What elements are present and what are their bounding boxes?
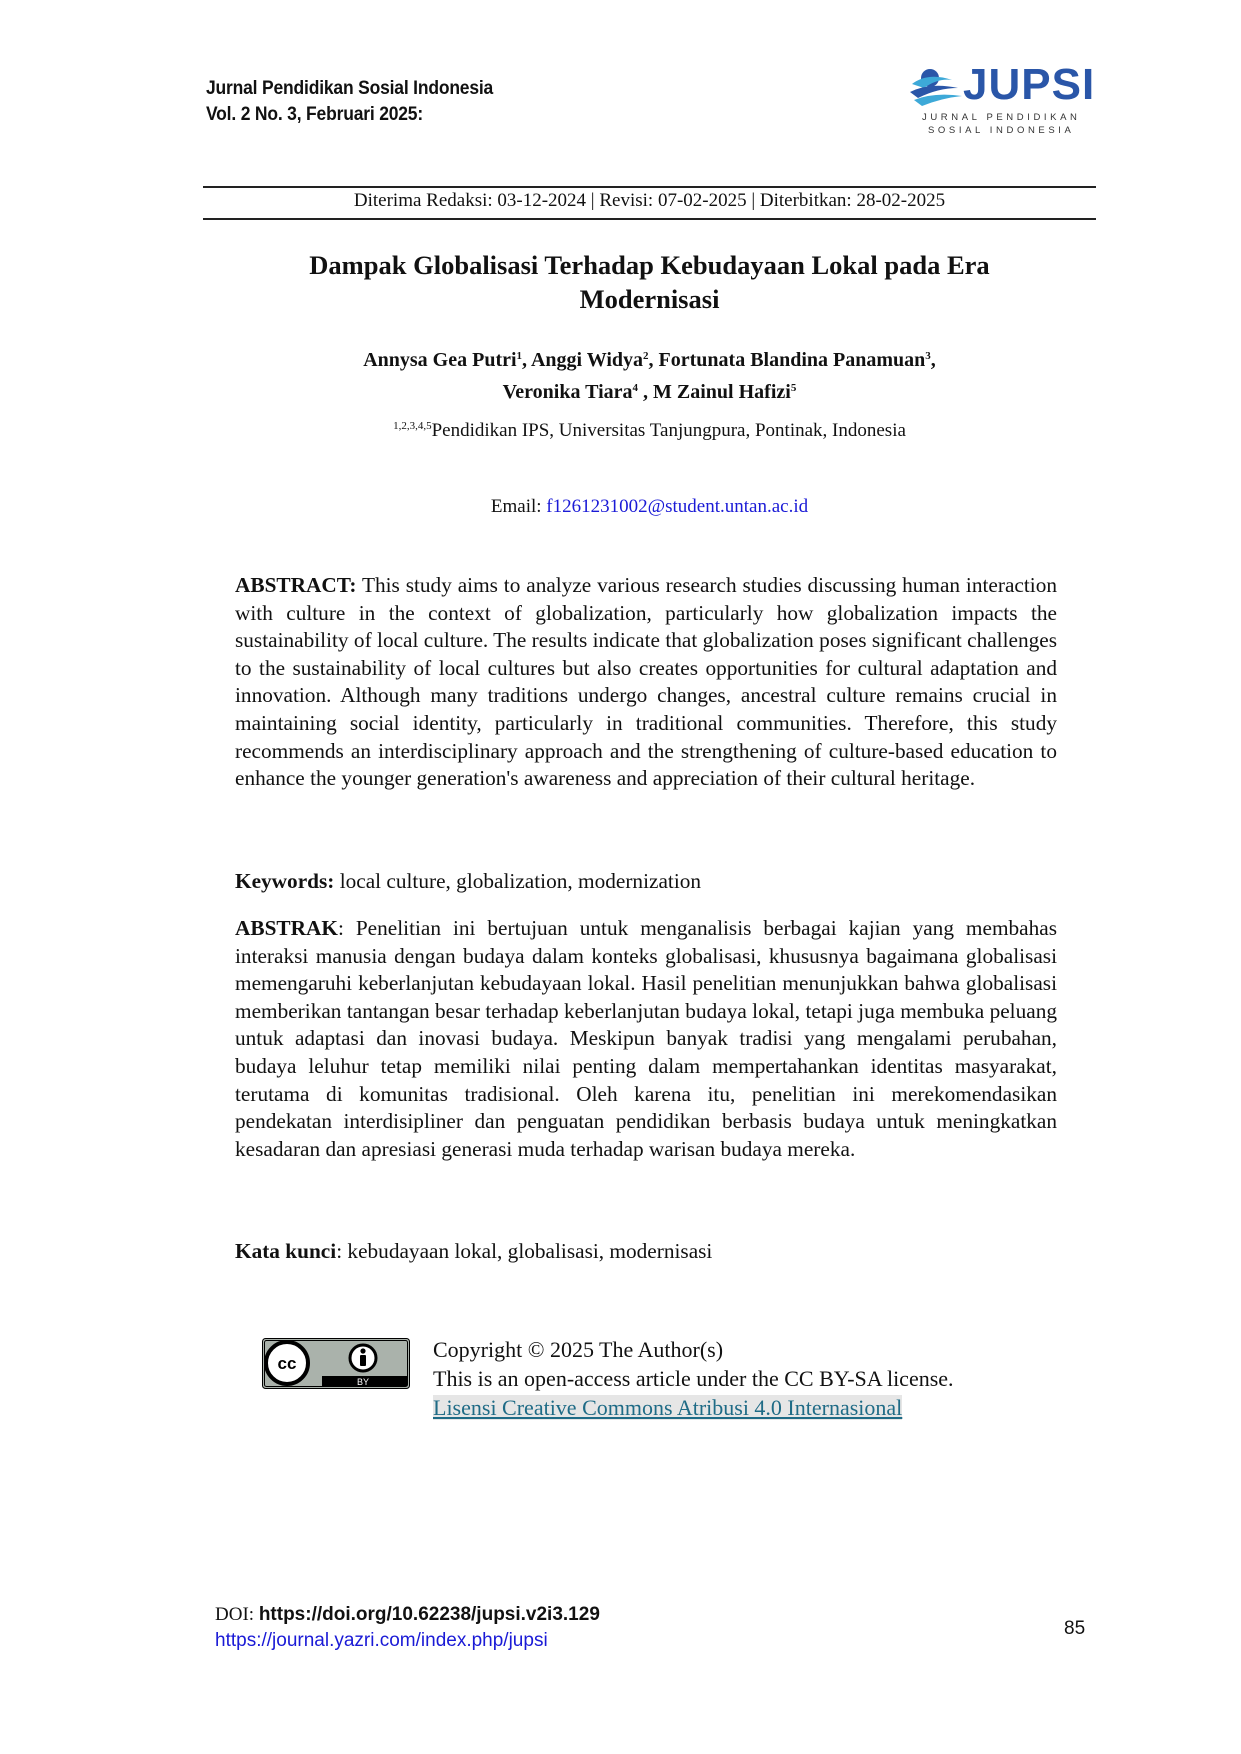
copyright-line: Copyright © 2025 The Author(s) bbox=[433, 1337, 724, 1362]
affiliation bbox=[203, 420, 1096, 442]
doi-label: DOI: bbox=[215, 1604, 259, 1625]
page-number: 85 bbox=[1064, 1618, 1086, 1639]
author-name: Annysa Gea Putri bbox=[363, 349, 517, 371]
article-title bbox=[203, 248, 1096, 316]
abstract-indonesian bbox=[235, 915, 1057, 1163]
author-sep: , bbox=[522, 349, 531, 371]
title-line-2: Modernisasi bbox=[579, 284, 720, 314]
license-text bbox=[433, 1335, 954, 1422]
abstract-english bbox=[235, 572, 1057, 793]
bottom-rule bbox=[203, 218, 1096, 220]
kata-kunci-label: Kata kunci bbox=[235, 1239, 337, 1263]
authors-line-1 bbox=[203, 342, 1096, 374]
logo-subtitle-2: SOSIAL INDONESIA bbox=[928, 125, 1075, 136]
journal-site-link[interactable]: https://journal.yazri.com/index.php/jupsi bbox=[215, 1630, 548, 1651]
email-line bbox=[203, 496, 1096, 518]
author-sup: 3 bbox=[925, 350, 931, 362]
author-sup: 5 bbox=[790, 382, 797, 394]
authors-line-2 bbox=[203, 374, 1096, 406]
license-statement: This is an open-access article under the CC BY-SA license. bbox=[433, 1366, 954, 1391]
journal-logo bbox=[908, 60, 1096, 144]
author-name: Anggi Widya bbox=[530, 349, 644, 371]
cc-badge-text: BY bbox=[356, 1377, 370, 1387]
keywords-label: Keywords: bbox=[235, 869, 335, 893]
license-link[interactable]: Lisensi Creative Commons Atribusi 4.0 Internasional bbox=[433, 1395, 903, 1420]
keywords-english bbox=[235, 868, 1057, 896]
author-sep: , bbox=[638, 381, 654, 403]
author-sep: , bbox=[930, 349, 936, 371]
submission-dates: Diterima Redaksi: 03-12-2024 | Revisi: 07-02-2025 | Diterbitkan: 28-02-2025 bbox=[353, 190, 946, 211]
affiliation-text: Pendidikan IPS, Universitas Tanjungpura, Pontinak, Indonesia bbox=[431, 420, 906, 441]
abstrak-text: : Penelitian ini bertujuan untuk menganalisis berbagai kajian yang membahas interaksi manusia dengan budaya dalam konteks globalisasi, khususnya bagaimana globalisasi memengaruhi keberlanjutan kebudayaan lokal. Hasil penelitian menunjukkan bahwa globalisasi memberikan tantangan besar terhadap keberlanjutan budaya lokal, tetapi juga membuka peluang untuk adaptasi dan inovasi budaya. Meskipun banyak tradisi yang mengalami perubahan, budaya leluhur tetap memiliki nilai penting dalam mempertahankan identitas masyarakat, terutama di komunitas tradisional. Oleh karena itu, penelitian ini merekomendasikan pendekatan interdisipliner dan penguatan pendidikan berbasis budaya untuk meningkatkan kesadaran dan apresiasi generasi muda terhadap warisan budaya mereka. bbox=[235, 916, 1057, 1161]
keywords-indonesian bbox=[235, 1238, 1057, 1266]
svg-text:cc: cc bbox=[277, 1354, 297, 1373]
author-list bbox=[203, 342, 1096, 406]
abstract-label: ABSTRACT: bbox=[235, 573, 357, 597]
waves-logo-icon bbox=[908, 66, 964, 110]
author-sup: 4 bbox=[632, 382, 639, 394]
doi-line bbox=[215, 1604, 600, 1626]
author-sup: 1 bbox=[516, 350, 523, 362]
doi-link[interactable]: https://doi.org/10.62238/jupsi.v2i3.129 bbox=[258, 1604, 600, 1625]
author-name: Veronika Tiara bbox=[502, 381, 633, 403]
keywords-text: local culture, globalization, modernization bbox=[334, 869, 702, 893]
author-name: M Zainul Hafizi bbox=[653, 381, 791, 403]
top-rule bbox=[203, 186, 1096, 188]
author-name: Fortunata Blandina Panamuan bbox=[658, 349, 926, 371]
title-line-1: Dampak Globalisasi Terhadap Kebudayaan Lokal pada Era bbox=[309, 250, 990, 280]
cc-by-badge-icon[interactable] bbox=[262, 1338, 410, 1389]
author-sup: 2 bbox=[643, 350, 649, 362]
journal-volume: Vol. 2 No. 3, Februari 2025: bbox=[206, 104, 423, 125]
abstract-text: This study aims to analyze various research studies discussing human interaction with culture in the context of globalization, particularly how globalization impacts the sustainability of local culture. The results indicate that globalization poses significant challenges to the sustainability of local cultures but also creates opportunities for cultural adaptation and innovation. Although many traditions undergo changes, ancestral culture remains crucial in maintaining social identity, particularly in traditional communities. Therefore, this study recommends an interdisciplinary approach and the strengthening of culture-based education to enhance the younger generation's awareness and appreciation of their cultural heritage. bbox=[235, 573, 1057, 791]
abstrak-label: ABSTRAK bbox=[235, 916, 338, 940]
kata-kunci-text: : kebudayaan lokal, globalisasi, modernisasi bbox=[336, 1239, 713, 1263]
logo-wordmark: JUPSI bbox=[963, 60, 1096, 109]
author-sep: , bbox=[648, 349, 659, 371]
logo-subtitle-1: JURNAL PENDIDIKAN bbox=[922, 112, 1081, 123]
email-label: Email: bbox=[490, 496, 547, 517]
journal-name: Jurnal Pendidikan Sosial Indonesia bbox=[206, 78, 494, 99]
email-link[interactable]: f1261231002@student.untan.ac.id bbox=[546, 496, 809, 517]
affiliation-sup: 1,2,3,4,5 bbox=[393, 420, 432, 432]
